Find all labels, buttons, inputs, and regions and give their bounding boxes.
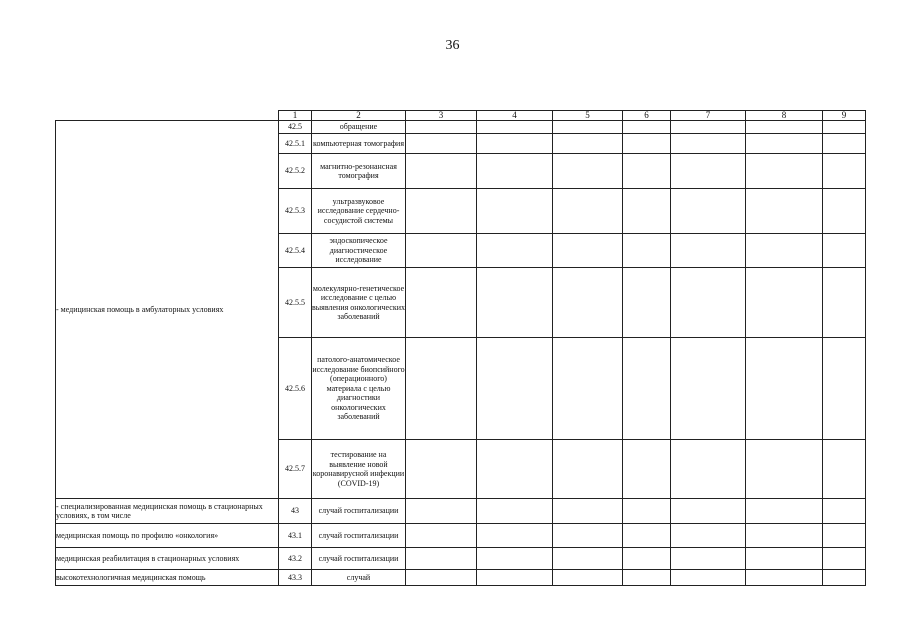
table-cell (671, 524, 746, 548)
table-cell (746, 499, 823, 524)
table-cell (553, 338, 623, 440)
table-cell (746, 268, 823, 338)
table-cell (746, 440, 823, 499)
table-cell (671, 189, 746, 234)
column-header: 5 (553, 111, 623, 121)
table-cell (623, 268, 671, 338)
table-cell (823, 189, 866, 234)
table-cell (477, 268, 553, 338)
row-code: 43.1 (279, 524, 312, 548)
row-code: 42.5.3 (279, 189, 312, 234)
header-spacer (56, 111, 279, 121)
row-label: медицинская реабилитация в стационарных условиях (56, 548, 279, 570)
table-cell (553, 121, 623, 134)
table-cell (671, 134, 746, 154)
table-header-row (56, 111, 866, 121)
table-row (56, 570, 866, 586)
table-cell (553, 154, 623, 189)
row-label: - специализированная медицинская помощь в стационарных условиях, в том числе (56, 499, 279, 524)
row-unit: магнитно-резонансная томография (312, 154, 406, 189)
row-unit: случай госпитализации (312, 524, 406, 548)
table-cell (477, 570, 553, 586)
table-cell (623, 570, 671, 586)
table-cell (823, 234, 866, 268)
table-cell (671, 121, 746, 134)
row-code: 43.3 (279, 570, 312, 586)
table-row (56, 548, 866, 570)
table-cell (406, 154, 477, 189)
row-code: 42.5.5 (279, 268, 312, 338)
table-cell (671, 234, 746, 268)
row-code: 43 (279, 499, 312, 524)
table-cell (553, 524, 623, 548)
table-cell (823, 548, 866, 570)
column-header: 1 (279, 111, 312, 121)
table-row (56, 499, 866, 524)
table-cell (823, 154, 866, 189)
table-cell (671, 499, 746, 524)
row-code: 42.5.1 (279, 134, 312, 154)
table-cell (623, 134, 671, 154)
column-header: 7 (671, 111, 746, 121)
column-header: 3 (406, 111, 477, 121)
table-cell (623, 499, 671, 524)
table-cell (746, 234, 823, 268)
column-header: 6 (623, 111, 671, 121)
row-label: медицинская помощь по профилю «онкология» (56, 524, 279, 548)
row-code: 42.5.7 (279, 440, 312, 499)
table-cell (623, 524, 671, 548)
table-cell (553, 548, 623, 570)
table-cell (477, 548, 553, 570)
table-cell (746, 524, 823, 548)
table-cell (671, 440, 746, 499)
table-row (56, 121, 866, 134)
row-label: - медицинская помощь в амбулаторных условиях (56, 121, 279, 499)
table-cell (477, 121, 553, 134)
table-cell (477, 134, 553, 154)
row-unit: молекулярно-генетическое исследование с целью выявления онкологических заболеваний (312, 268, 406, 338)
data-table (55, 110, 866, 586)
column-header: 2 (312, 111, 406, 121)
table-cell (477, 524, 553, 548)
table-cell (671, 548, 746, 570)
table-cell (553, 134, 623, 154)
table-cell (823, 134, 866, 154)
table-cell (406, 440, 477, 499)
row-code: 42.5 (279, 121, 312, 134)
table-cell (477, 499, 553, 524)
column-header: 9 (823, 111, 866, 121)
table-cell (623, 338, 671, 440)
table-cell (823, 338, 866, 440)
table-cell (823, 268, 866, 338)
table-cell (746, 121, 823, 134)
table-cell (553, 268, 623, 338)
table-cell (823, 440, 866, 499)
row-unit: тестирование на выявление новой коронавирусной инфекции (COVID-19) (312, 440, 406, 499)
table-cell (746, 189, 823, 234)
table-cell (406, 189, 477, 234)
table-cell (671, 154, 746, 189)
table-cell (477, 234, 553, 268)
table-cell (671, 570, 746, 586)
table-cell (746, 548, 823, 570)
row-label: высокотехнологичная медицинская помощь (56, 570, 279, 586)
table-row (56, 524, 866, 548)
table-cell (406, 524, 477, 548)
table-cell (406, 499, 477, 524)
table-cell (671, 268, 746, 338)
table-cell (823, 524, 866, 548)
table-cell (553, 234, 623, 268)
table-cell (823, 499, 866, 524)
table-cell (553, 570, 623, 586)
row-unit: компьютерная томография (312, 134, 406, 154)
table-cell (406, 121, 477, 134)
row-code: 43.2 (279, 548, 312, 570)
table-cell (746, 154, 823, 189)
row-code: 42.5.2 (279, 154, 312, 189)
table-cell (406, 268, 477, 338)
table-cell (746, 570, 823, 586)
table-cell (477, 440, 553, 499)
table-cell (623, 440, 671, 499)
column-header: 4 (477, 111, 553, 121)
table-cell (553, 189, 623, 234)
table-cell (477, 338, 553, 440)
table-cell (553, 440, 623, 499)
table-cell (553, 499, 623, 524)
table-cell (477, 154, 553, 189)
row-unit: эндоскопическое диагностическое исследование (312, 234, 406, 268)
table-cell (671, 338, 746, 440)
table-cell (406, 134, 477, 154)
table-cell (746, 134, 823, 154)
table-cell (623, 234, 671, 268)
table-cell (406, 338, 477, 440)
page-number: 36 (445, 38, 460, 53)
column-header: 8 (746, 111, 823, 121)
row-unit: случай госпитализации (312, 499, 406, 524)
table-cell (623, 548, 671, 570)
table-cell (746, 338, 823, 440)
row-code: 42.5.6 (279, 338, 312, 440)
table-cell (823, 570, 866, 586)
row-unit: обращение (312, 121, 406, 134)
table-cell (477, 189, 553, 234)
table-cell (406, 548, 477, 570)
row-unit: случай госпитализации (312, 548, 406, 570)
row-unit: ультразвуковое исследование сердечно-сосудистой системы (312, 189, 406, 234)
table-cell (406, 234, 477, 268)
row-unit: случай (312, 570, 406, 586)
table-cell (623, 121, 671, 134)
table-cell (823, 121, 866, 134)
row-unit: патолого-анатомическое исследование биопсийного (операционного) материала с целью диагностики онкологических заболеваний (312, 338, 406, 440)
table-cell (406, 570, 477, 586)
table-cell (623, 154, 671, 189)
table-cell (623, 189, 671, 234)
row-code: 42.5.4 (279, 234, 312, 268)
